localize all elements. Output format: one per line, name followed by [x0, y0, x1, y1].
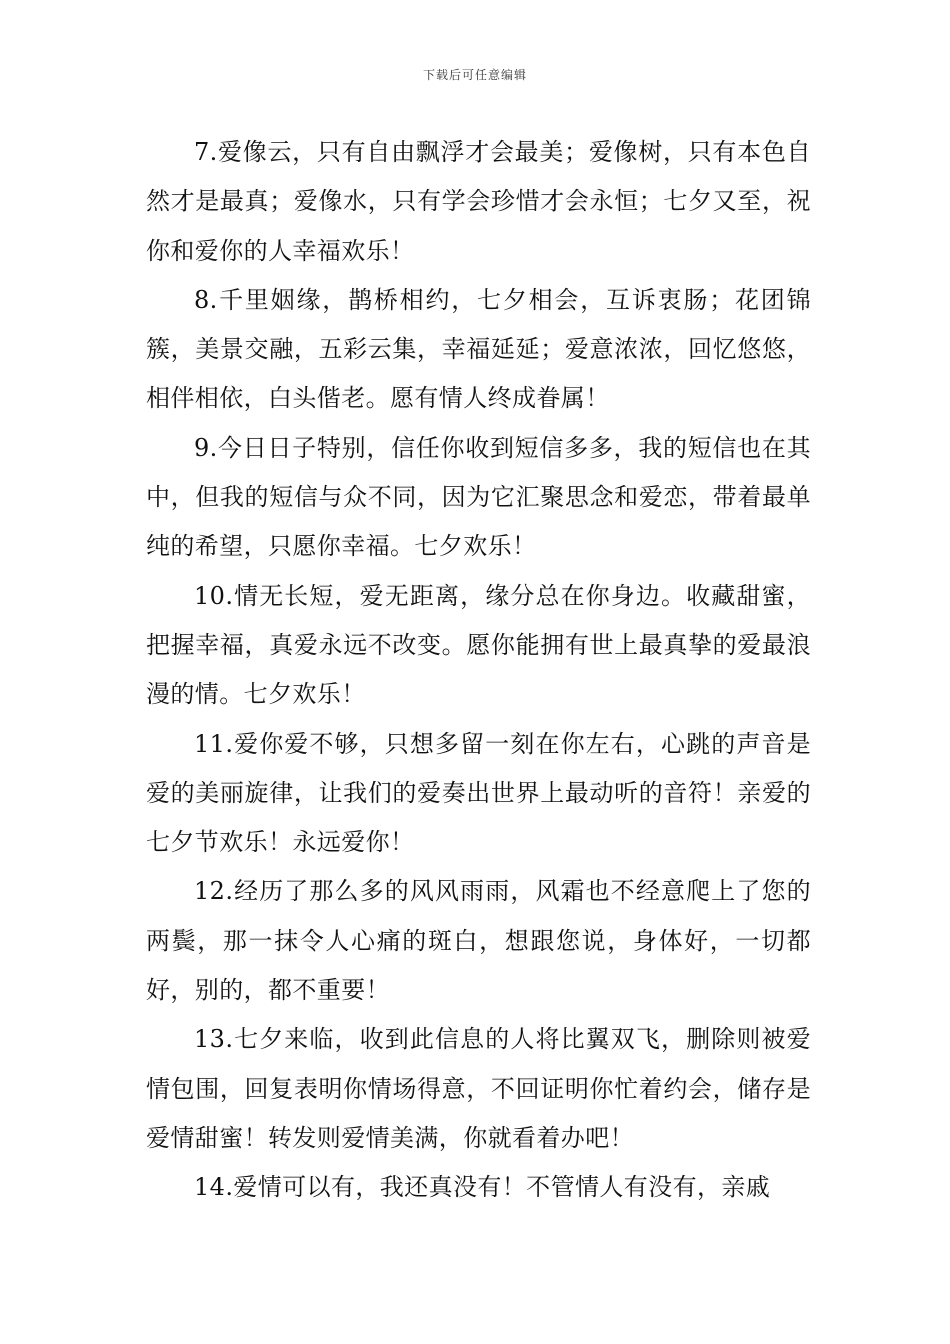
document-body	[146, 128, 811, 1213]
paragraph-14: 14.爱情可以有，我还真没有！不管情人有没有，亲戚	[194, 1173, 771, 1202]
paragraph-9: 9.今日日子特别，信任你收到短信多多，我的短信也在其中，但我的短信与众不同，因为它汇聚思念和爱恋，带着最单纯的希望，只愿你幸福。七夕欢乐！	[146, 433, 811, 561]
paragraph-12: 12.经历了那么多的风风雨雨，风霜也不经意爬上了您的两鬓，那一抹令人心痛的斑白，想跟您说，身体好，一切都好，别的，都不重要！	[146, 877, 811, 1005]
paragraph-8: 8.千里姻缘，鹊桥相约，七夕相会，互诉衷肠；花团锦簇，美景交融，五彩云集，幸福延延；爱意浓浓，回忆悠悠，相伴相依，白头偕老。愿有情人终成眷属！	[146, 285, 811, 413]
paragraph-10: 10.情无长短，爱无距离，缘分总在你身边。收藏甜蜜，把握幸福，真爱永远不改变。愿你能拥有世上最真挚的爱最浪漫的情。七夕欢乐！	[146, 581, 811, 709]
paragraph-7: 7.爱像云，只有自由飘浮才会最美；爱像树，只有本色自然才是最真；爱像水，只有学会珍惜才会永恒；七夕又至，祝你和爱你的人幸福欢乐！	[146, 138, 811, 265]
header-note: 下载后可任意编辑	[422, 68, 527, 82]
paragraph-13: 13.七夕来临，收到此信息的人将比翼双飞，删除则被爱情包围，回复表明你情场得意，不回证明你忙着约会，储存是爱情甜蜜！转发则爱情美满，你就看着办吧！	[146, 1025, 811, 1152]
paragraph-11: 11.爱你爱不够，只想多留一刻在你左右，心跳的声音是爱的美丽旋律，让我们的爱奏出世界上最动听的音符！亲爱的七夕节欢乐！永远爱你！	[146, 729, 811, 857]
